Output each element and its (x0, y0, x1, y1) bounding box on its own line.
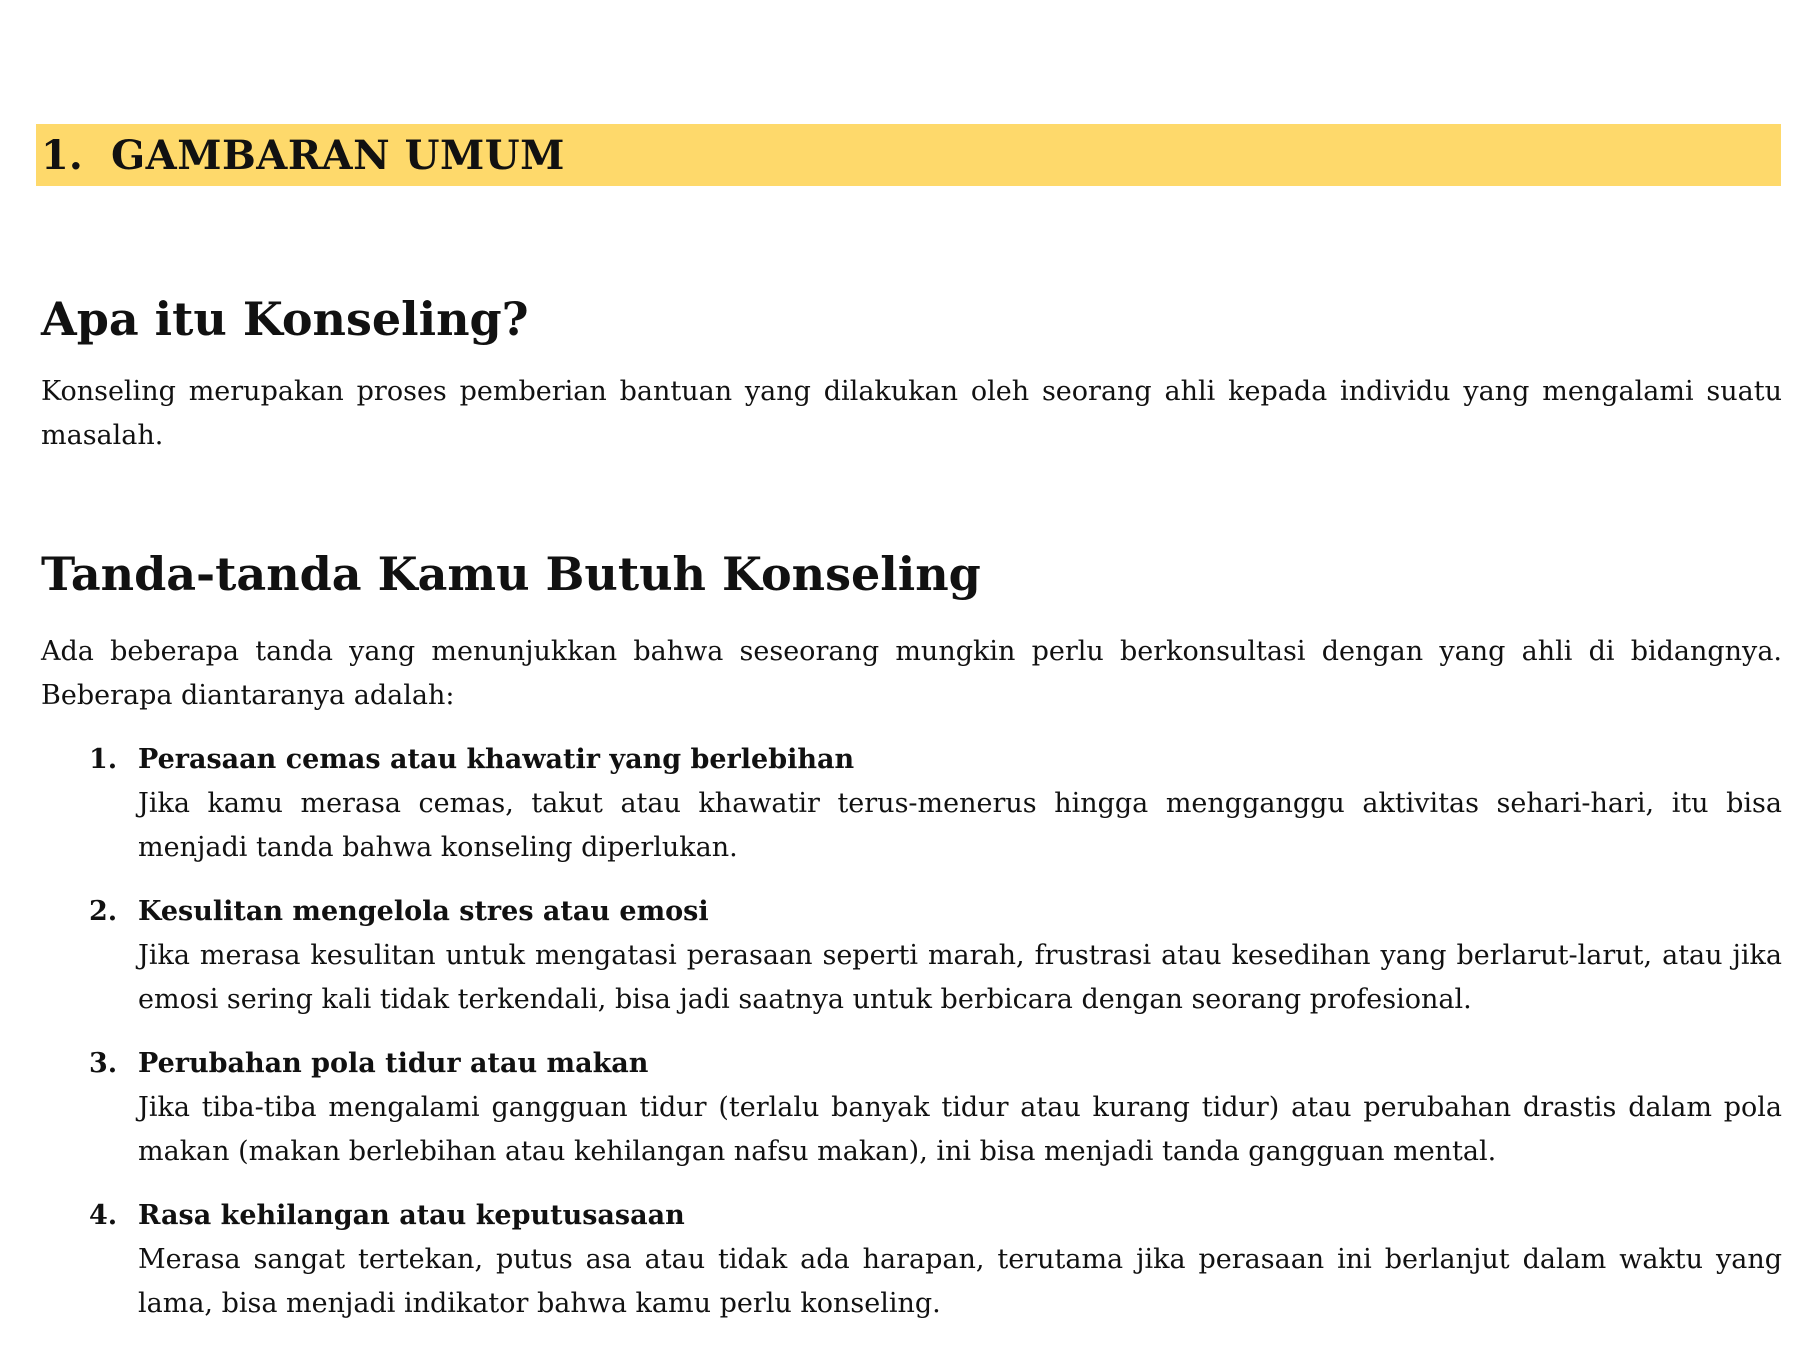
list-item-description: Jika merasa kesulitan untuk mengatasi perasaan seperti marah, frustrasi atau kesedihan yang berlarut-larut, atau jika emosi sering kali tidak terkendali, bisa jadi saatnya untuk berbicara dengan seorang profesional. (138, 940, 1782, 1015)
section-title: GAMBARAN UMUM (111, 131, 565, 179)
list-item (41, 1194, 1782, 1326)
list-item (41, 738, 1782, 870)
signs-intro-paragraph: Ada beberapa tanda yang menunjukkan bahwa seseorang mungkin perlu berkonsultasi dengan yang ahli di bidangnya. Beberapa diantaranya adalah: (41, 636, 1782, 711)
list-item (41, 890, 1782, 1022)
list-item-title: Rasa kehilangan atau keputusasaan (138, 1200, 685, 1231)
list-item-number: 1. (89, 744, 118, 775)
list-item-number: 4. (89, 1200, 118, 1231)
section-header-banner (36, 124, 1781, 186)
what-is-counseling-paragraph: Konseling merupakan proses pemberian bantuan yang dilakukan oleh seorang ahli kepada individu yang mengalami suatu masalah. (41, 376, 1782, 451)
list-item-description: Jika tiba-tiba mengalami gangguan tidur (terlalu banyak tidur atau kurang tidur) atau perubahan drastis dalam pola makan (makan berlebihan atau kehilangan nafsu makan), ini bisa menjadi tanda gangguan mental. (138, 1092, 1782, 1167)
list-item-title: Perasaan cemas atau khawatir yang berlebihan (138, 744, 855, 775)
list-item-description: Jika kamu merasa cemas, takut atau khawatir terus-menerus hingga mengganggu aktivitas sehari-hari, itu bisa menjadi tanda bahwa konseling diperlukan. (138, 788, 1782, 863)
list-item (41, 1042, 1782, 1174)
list-item-number: 2. (89, 896, 118, 927)
list-item-title: Perubahan pola tidur atau makan (138, 1048, 649, 1079)
section-number: 1. (41, 131, 83, 179)
what-is-counseling-heading: Apa itu Konseling? (41, 292, 529, 346)
list-item-number: 3. (89, 1048, 118, 1079)
list-item-title: Kesulitan mengelola stres atau emosi (138, 896, 709, 927)
signs-list (41, 738, 1782, 1346)
signs-heading: Tanda-tanda Kamu Butuh Konseling (41, 547, 981, 601)
list-item-description: Merasa sangat tertekan, putus asa atau tidak ada harapan, terutama jika perasaan ini berlanjut dalam waktu yang lama, bisa menjadi indikator bahwa kamu perlu konseling. (138, 1244, 1782, 1319)
